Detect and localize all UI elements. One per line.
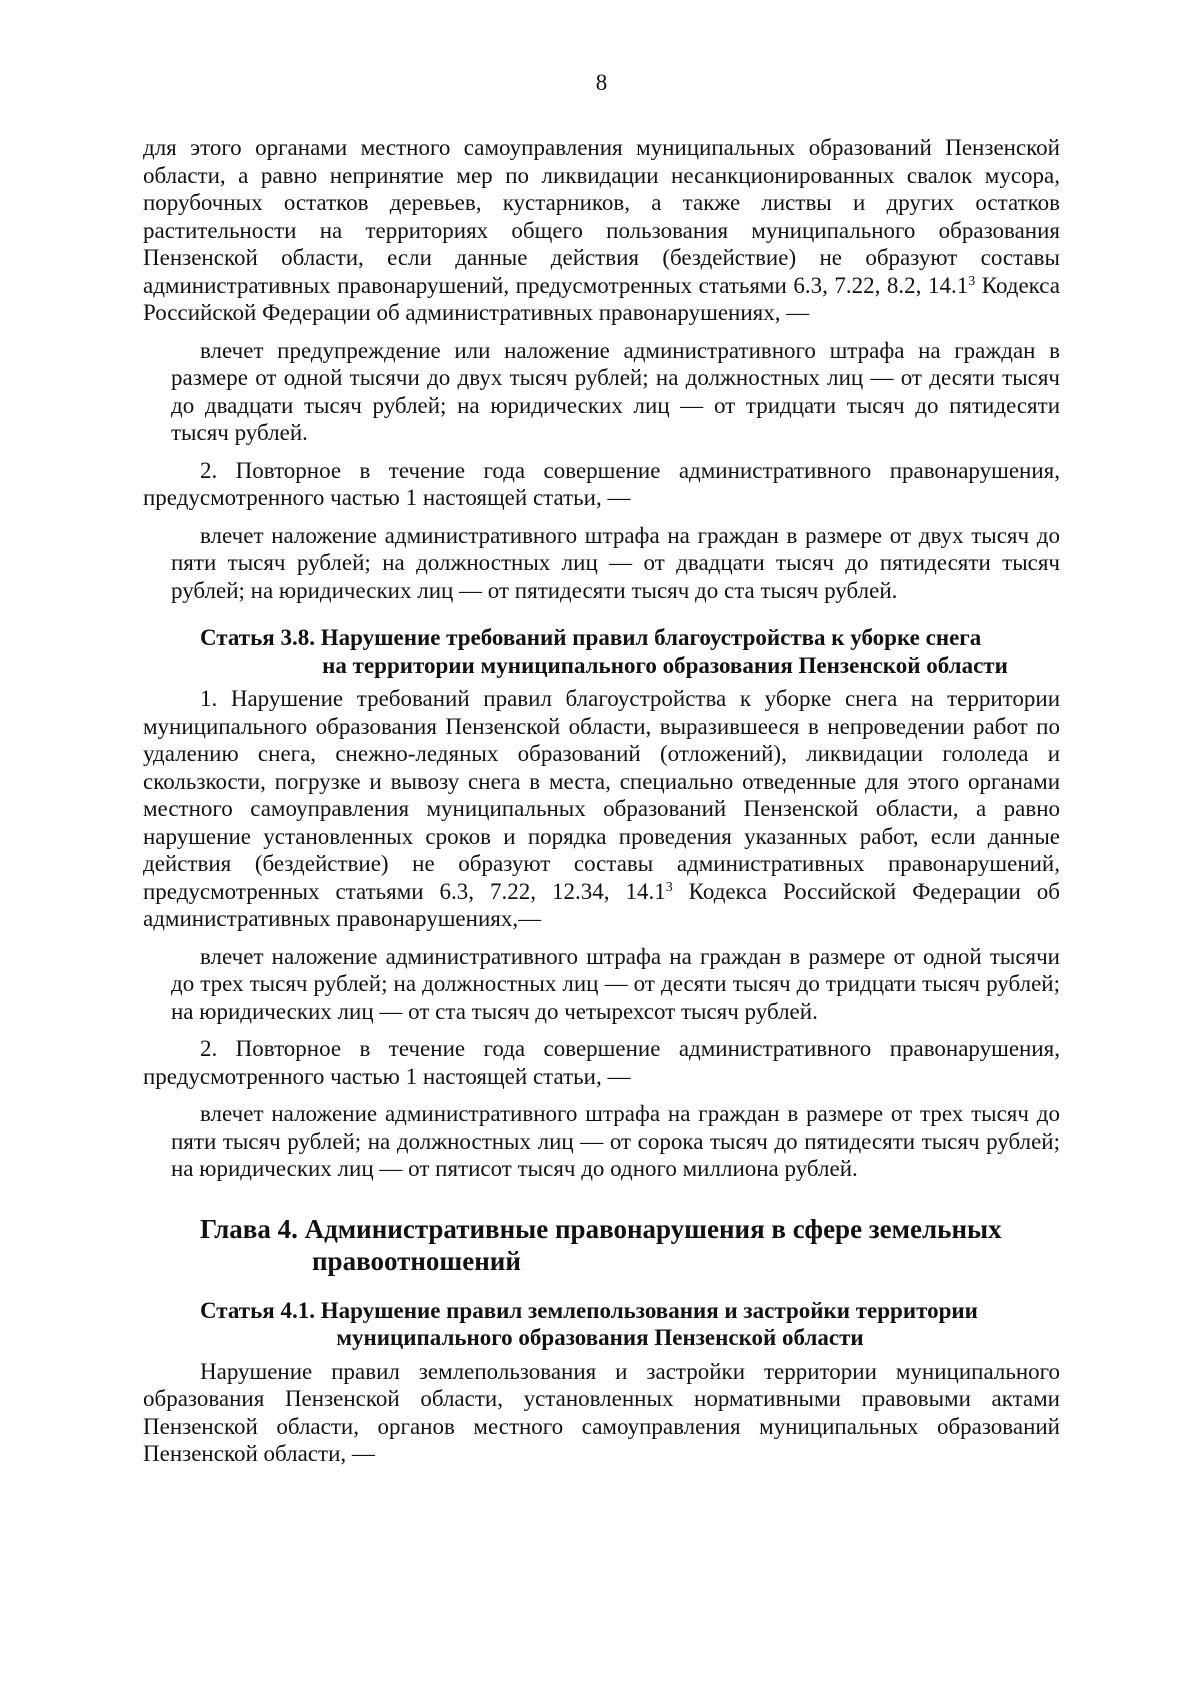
sanction-paragraph: влечет наложение административного штрафа на граждан в размере от двух тысяч до пяти тысяч рублей; на должностных лиц — от двадцати тысяч до пятидесяти тысяч рублей; на юридических лиц — от пятидесяти тысяч до ста тысяч рублей.	[171, 522, 1060, 603]
article-4-1-paragraph: Нарушение правил землепользования и застройки территории муниципального образования Пензенской области, установленных нормативными правовыми актами Пензенской области, органов местного самоуправления муниципальных образований Пензенской области, —	[143, 1358, 1060, 1466]
paragraph-text: 1. Нарушение требований правил благоустройства к уборке снега на территории муниципального образования Пензенской области, выразившееся в непроведении работ по удалению снега, снежно-ледяных образований (отложений), ликвидации гололеда и скользкости, погрузке и вывозу снега в места, специально отведенные для этого органами местного самоуправления муниципальных образований Пензенской области, а равно нарушение установленных сроков и порядка проведения указанных работ, если данные действия (бездействие) не образуют составы административных правонарушений, предусмотренных статьями 6.3, 7.22, 12.34, 14.1	[143, 686, 1060, 904]
article-title-line: Статья 3.8. Нарушение требований правил благоустройства к уборке снега	[200, 625, 982, 650]
page-number: 8	[595, 70, 608, 95]
article-3-8-title	[143, 624, 1060, 679]
paragraph-text: для этого органами местного самоуправления муниципальных образований Пензенской области, а равно непринятие мер по ликвидации несанкционированных свалок мусора, порубочных остатков деревьев, кустарников, а также листвы и других остатков растительности на территориях общего пользования муниципального образования Пензенской области, если данные действия (бездействие) не образуют составы административных правонарушений, предусмотренных статьями 6.3, 7.22, 8.2, 14.1	[143, 135, 1060, 298]
article-title-line: Статья 4.1. Нарушение правил землепользования и застройки территории	[200, 1297, 978, 1323]
paragraph-part-2: 2. Повторное в течение года совершение административного правонарушения, предусмотренного частью 1 настоящей статьи, —	[143, 457, 1060, 510]
article-3-8-part-1	[143, 685, 1060, 933]
sanction-paragraph: влечет наложение административного штрафа на граждан в размере от трех тысяч до пяти тысяч рублей; на должностных лиц — от сорока тысяч до пятидесяти тысяч рублей; на юридических лиц — от пятисот тысяч до одного миллиона рублей.	[171, 1101, 1060, 1181]
sanction-paragraph: влечет предупреждение или наложение административного штрафа на граждан в размере от одной тысячи до двух тысяч рублей; на должностных лиц — от десяти тысяч до двадцати тысяч рублей; на юридических лиц — от тридцати тысяч до пятидесяти тысяч рублей.	[171, 337, 1060, 445]
superscript: 3	[665, 879, 673, 895]
article-title-line: на территории муниципального образования Пензенской области	[322, 652, 1008, 678]
article-4-1-title	[143, 1297, 1060, 1352]
chapter-title-line: правоотношений	[312, 1245, 521, 1276]
chapter-title-line: Глава 4. Административные правонарушения в сфере земельных	[200, 1213, 1002, 1244]
superscript: 3	[968, 273, 976, 289]
chapter-4-title	[143, 1213, 1060, 1277]
paragraph-text-tail: Кодекса Российской Федерации об административных правонарушениях,—	[143, 878, 1061, 931]
paragraph-continuation	[143, 134, 1060, 327]
article-title-line: муниципального образования Пензенской области	[336, 1325, 864, 1350]
paragraph-text-tail: Кодекса Российской Федерации об административных правонарушениях, —	[143, 272, 1060, 325]
sanction-paragraph: влечет наложение административного штрафа на граждан в размере от одной тысячи до трех тысяч рублей; на должностных лиц — от десяти тысяч до тридцати тысяч рублей; на юридических лиц — от ста тысяч до четырехсот тысяч рублей.	[171, 943, 1060, 1024]
article-3-8-part-2: 2. Повторное в течение года совершение административного правонарушения, предусмотренного частью 1 настоящей статьи, —	[143, 1036, 1060, 1089]
